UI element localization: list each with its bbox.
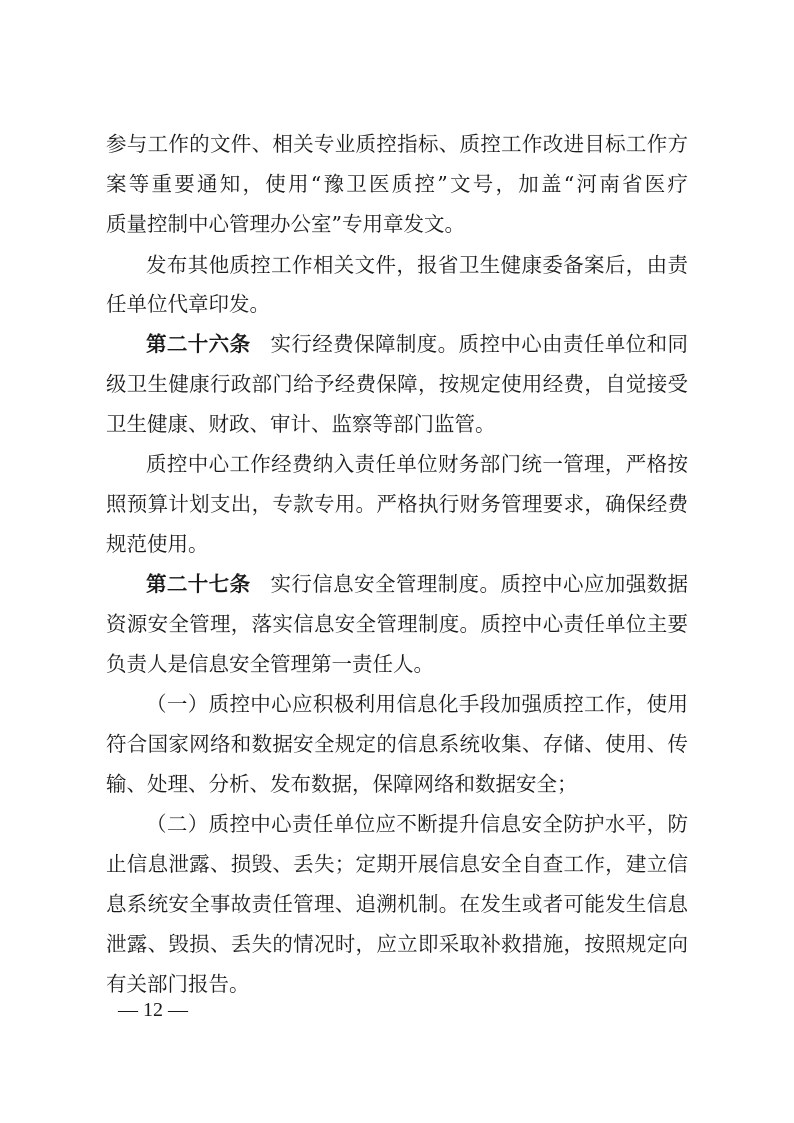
article-heading: 第二十六条	[146, 332, 251, 356]
paragraph-line: （二）质控中心责任单位应不断提升信息安全防护水平，防	[146, 812, 688, 836]
paragraph-line: 符合国家网络和数据安全规定的信息系统收集、存储、使用、传	[106, 732, 688, 756]
paragraph-line: 卫生健康、财政、审计、监察等部门监管。	[106, 412, 496, 436]
paragraph-line: 案等重要通知，使用“豫卫医质控”文号，加盖“河南省医疗	[106, 172, 688, 196]
page-number: — 12 —	[118, 999, 188, 1021]
paragraph-line: 输、处理、分析、发布数据，保障网络和数据安全；	[106, 772, 578, 796]
paragraph-line: 质控中心工作经费纳入责任单位财务部门统一管理，严格按	[146, 452, 688, 476]
article-text: 实行经费保障制度。质控中心由责任单位和同	[270, 332, 689, 356]
article-heading: 第二十七条	[146, 572, 251, 596]
article-first-line	[146, 324, 688, 364]
paragraph-line: 级卫生健康行政部门给予经费保障，按规定使用经费，自觉接受	[106, 372, 688, 396]
paragraph-line: 任单位代章印发。	[106, 292, 270, 316]
paragraph-line: 息系统安全事故责任管理、追溯机制。在发生或者可能发生信息	[106, 892, 688, 916]
article-text: 实行信息安全管理制度。质控中心应加强数据	[270, 572, 689, 596]
paragraph-line: 参与工作的文件、相关专业质控指标、质控工作改进目标工作方	[106, 132, 688, 156]
article-first-line	[146, 564, 688, 604]
paragraph-line: 泄露、毁损、丢失的情况时，应立即采取补救措施，按照规定向	[106, 932, 688, 956]
paragraph-line: 规范使用。	[106, 532, 209, 556]
paragraph-line: 资源安全管理，落实信息安全管理制度。质控中心责任单位主要	[106, 612, 688, 636]
paragraph-line: （一）质控中心应积极利用信息化手段加强质控工作，使用	[146, 692, 688, 716]
paragraph-line: 止信息泄露、损毁、丢失；定期开展信息安全自查工作，建立信	[106, 852, 688, 876]
paragraph-line: 质量控制中心管理办公室”专用章发文。	[106, 212, 465, 236]
paragraph-line: 照预算计划支出，专款专用。严格执行财务管理要求，确保经费	[106, 492, 688, 516]
paragraph-line: 发布其他质控工作相关文件，报省卫生健康委备案后，由责	[146, 253, 688, 277]
paragraph-line: 负责人是信息安全管理第一责任人。	[106, 652, 434, 676]
paragraph-line: 有关部门报告。	[106, 972, 250, 996]
